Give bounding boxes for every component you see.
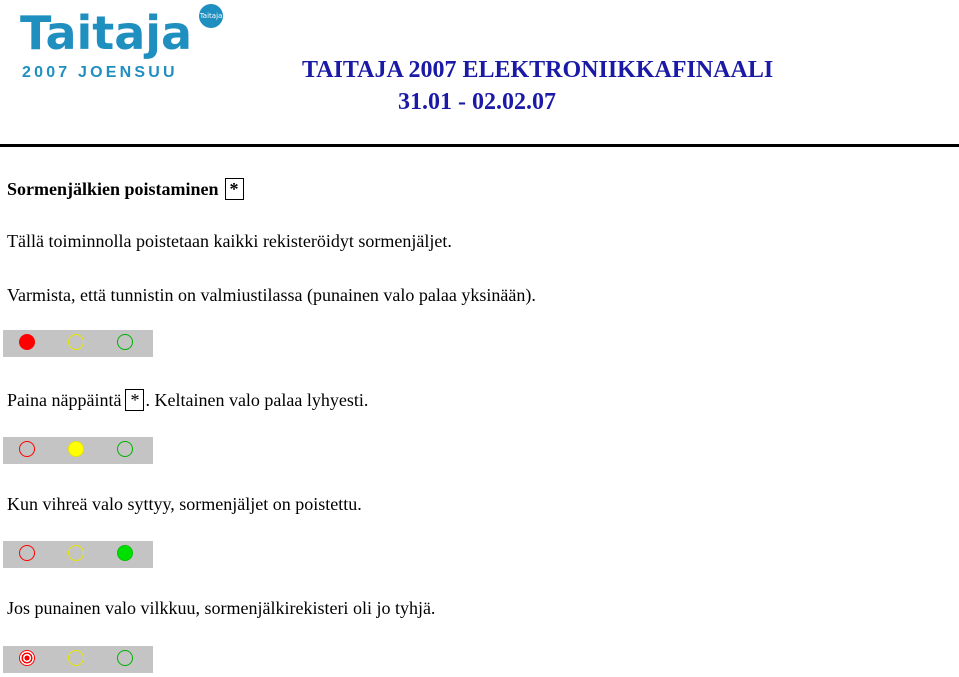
logo-tagline: 2007 JOENSUU xyxy=(22,64,178,81)
header-title: TAITAJA 2007 ELEKTRONIIKKAFINAALI xyxy=(302,57,774,83)
logo-wordmark: Taitaja xyxy=(20,6,193,60)
yellow-led-icon xyxy=(68,334,84,350)
press-key-text: Paina näppäintä xyxy=(7,390,122,410)
asterisk-key-label: * xyxy=(225,178,244,200)
led-indicator-standby xyxy=(3,330,153,357)
yellow-led-icon xyxy=(68,650,84,666)
asterisk-key-label: * xyxy=(125,389,144,411)
taitaja-logo xyxy=(12,4,227,84)
paragraph-intro: Tällä toiminnolla poistetaan kaikki rekisteröidyt sormenjäljet. xyxy=(7,231,452,251)
section-title xyxy=(7,178,244,200)
green-led-icon xyxy=(117,545,133,561)
red-led-icon xyxy=(19,334,35,350)
green-led-icon xyxy=(117,650,133,666)
green-led-icon xyxy=(117,334,133,350)
led-indicator-success xyxy=(3,541,153,568)
paragraph-success: Kun vihreä valo syttyy, sormenjäljet on poistettu. xyxy=(7,494,362,514)
led-indicator-processing xyxy=(3,437,153,464)
paragraph-standby: Varmista, että tunnistin on valmiustilassa (punainen valo palaa yksinään). xyxy=(7,285,536,305)
header-dates: 31.01 - 02.02.07 xyxy=(398,89,556,115)
red-led-icon xyxy=(19,545,35,561)
yellow-led-icon xyxy=(68,441,84,457)
logo-badge: Taitaja xyxy=(199,4,223,28)
section-title-text: Sormenjälkien poistaminen xyxy=(7,179,219,199)
header-divider xyxy=(0,144,959,147)
paragraph-empty-register: Jos punainen valo vilkkuu, sormenjälkirekisteri oli jo tyhjä. xyxy=(7,598,436,618)
yellow-led-icon xyxy=(68,545,84,561)
press-key-text-after: . Keltainen valo palaa lyhyesti. xyxy=(145,390,369,410)
paragraph-press-key xyxy=(7,389,368,411)
red-led-icon xyxy=(19,441,35,457)
green-led-icon xyxy=(117,441,133,457)
red-led-blinking-icon xyxy=(19,650,35,666)
led-indicator-empty xyxy=(3,646,153,673)
